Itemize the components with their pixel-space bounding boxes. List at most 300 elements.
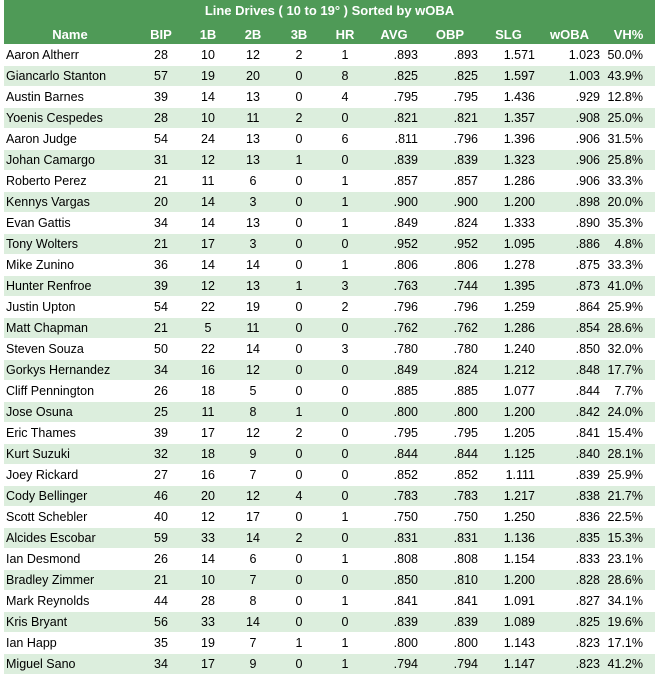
cell-woba: .833 — [537, 549, 602, 570]
cell-3b: 0 — [276, 360, 322, 381]
cell-avg: .795 — [368, 423, 420, 444]
cell-bip: 27 — [136, 465, 186, 486]
cell-slg: 1.357 — [480, 108, 537, 129]
cell-3b: 0 — [276, 234, 322, 255]
cell-2b: 12 — [230, 486, 276, 507]
cell-obp: .810 — [420, 570, 480, 591]
cell-obp: .841 — [420, 591, 480, 612]
cell-vh-pct: 25.9% — [602, 465, 655, 486]
cell-woba: .841 — [537, 423, 602, 444]
cell-name: Justin Upton — [4, 297, 136, 318]
cell-obp: .806 — [420, 255, 480, 276]
table-row — [4, 87, 655, 108]
cell-avg: .849 — [368, 213, 420, 234]
cell-slg: 1.200 — [480, 402, 537, 423]
table-row — [4, 213, 655, 234]
cell-hr: 1 — [322, 255, 368, 276]
cell-hr: 0 — [322, 381, 368, 402]
cell-bip: 56 — [136, 612, 186, 633]
table-row — [4, 549, 655, 570]
table-row — [4, 528, 655, 549]
cell-obp: .796 — [420, 297, 480, 318]
column-header-bip[interactable]: BIP — [136, 24, 186, 45]
cell-name: Evan Gattis — [4, 213, 136, 234]
cell-1b: 16 — [186, 360, 230, 381]
cell-1b: 18 — [186, 444, 230, 465]
cell-bip: 39 — [136, 423, 186, 444]
column-header-3b[interactable]: 3B — [276, 24, 322, 45]
cell-vh-pct: 33.3% — [602, 171, 655, 192]
table-row — [4, 465, 655, 486]
cell-1b: 14 — [186, 255, 230, 276]
cell-1b: 10 — [186, 45, 230, 66]
cell-bip: 21 — [136, 234, 186, 255]
cell-2b: 14 — [230, 339, 276, 360]
cell-vh-pct: 35.3% — [602, 213, 655, 234]
cell-3b: 0 — [276, 507, 322, 528]
cell-hr: 0 — [322, 402, 368, 423]
cell-slg: 1.286 — [480, 318, 537, 339]
cell-avg: .800 — [368, 633, 420, 654]
cell-bip: 28 — [136, 108, 186, 129]
cell-avg: .857 — [368, 171, 420, 192]
cell-slg: 1.333 — [480, 213, 537, 234]
cell-obp: .900 — [420, 192, 480, 213]
cell-vh-pct: 25.9% — [602, 297, 655, 318]
cell-obp: .780 — [420, 339, 480, 360]
cell-avg: .811 — [368, 129, 420, 150]
cell-2b: 9 — [230, 444, 276, 465]
column-header-vh-pct[interactable]: VH% — [602, 24, 655, 45]
cell-name: Aaron Judge — [4, 129, 136, 150]
cell-2b: 7 — [230, 633, 276, 654]
cell-bip: 36 — [136, 255, 186, 276]
cell-2b: 11 — [230, 318, 276, 339]
cell-slg: 1.205 — [480, 423, 537, 444]
cell-woba: .906 — [537, 150, 602, 171]
cell-3b: 0 — [276, 339, 322, 360]
cell-slg: 1.278 — [480, 255, 537, 276]
cell-bip: 54 — [136, 129, 186, 150]
cell-3b: 0 — [276, 87, 322, 108]
cell-woba: .908 — [537, 108, 602, 129]
cell-1b: 10 — [186, 570, 230, 591]
cell-slg: 1.240 — [480, 339, 537, 360]
cell-bip: 26 — [136, 549, 186, 570]
cell-3b: 0 — [276, 66, 322, 87]
cell-name: Giancarlo Stanton — [4, 66, 136, 87]
cell-obp: .893 — [420, 45, 480, 66]
cell-name: Kris Bryant — [4, 612, 136, 633]
cell-hr: 4 — [322, 87, 368, 108]
cell-slg: 1.597 — [480, 66, 537, 87]
cell-vh-pct: 33.3% — [602, 255, 655, 276]
cell-3b: 0 — [276, 549, 322, 570]
cell-2b: 3 — [230, 234, 276, 255]
cell-obp: .839 — [420, 612, 480, 633]
cell-name: Joey Rickard — [4, 465, 136, 486]
cell-2b: 6 — [230, 549, 276, 570]
cell-vh-pct: 25.0% — [602, 108, 655, 129]
cell-1b: 16 — [186, 465, 230, 486]
cell-vh-pct: 41.0% — [602, 276, 655, 297]
cell-name: Aaron Altherr — [4, 45, 136, 66]
cell-obp: .744 — [420, 276, 480, 297]
cell-avg: .800 — [368, 402, 420, 423]
cell-slg: 1.095 — [480, 234, 537, 255]
cell-1b: 11 — [186, 171, 230, 192]
cell-avg: .763 — [368, 276, 420, 297]
cell-slg: 1.259 — [480, 297, 537, 318]
table-row — [4, 360, 655, 381]
cell-woba: .844 — [537, 381, 602, 402]
cell-1b: 17 — [186, 234, 230, 255]
cell-woba: .898 — [537, 192, 602, 213]
cell-obp: .750 — [420, 507, 480, 528]
table-row — [4, 192, 655, 213]
cell-obp: .857 — [420, 171, 480, 192]
cell-obp: .952 — [420, 234, 480, 255]
cell-slg: 1.571 — [480, 45, 537, 66]
cell-slg: 1.217 — [480, 486, 537, 507]
cell-3b: 0 — [276, 255, 322, 276]
cell-hr: 0 — [322, 234, 368, 255]
cell-avg: .852 — [368, 465, 420, 486]
column-header-obp[interactable]: OBP — [420, 24, 480, 45]
cell-slg: 1.323 — [480, 150, 537, 171]
column-header-avg[interactable]: AVG — [368, 24, 420, 45]
cell-hr: 1 — [322, 654, 368, 675]
cell-1b: 22 — [186, 297, 230, 318]
cell-2b: 14 — [230, 612, 276, 633]
cell-slg: 1.212 — [480, 360, 537, 381]
cell-2b: 8 — [230, 402, 276, 423]
cell-1b: 11 — [186, 402, 230, 423]
cell-slg: 1.200 — [480, 570, 537, 591]
cell-bip: 20 — [136, 192, 186, 213]
cell-2b: 12 — [230, 45, 276, 66]
cell-name: Mike Zunino — [4, 255, 136, 276]
cell-hr: 1 — [322, 171, 368, 192]
cell-avg: .795 — [368, 87, 420, 108]
cell-2b: 6 — [230, 171, 276, 192]
cell-hr: 0 — [322, 423, 368, 444]
table-row — [4, 108, 655, 129]
table-row — [4, 612, 655, 633]
cell-slg: 1.250 — [480, 507, 537, 528]
cell-avg: .831 — [368, 528, 420, 549]
cell-slg: 1.111 — [480, 465, 537, 486]
cell-name: Tony Wolters — [4, 234, 136, 255]
cell-hr: 0 — [322, 570, 368, 591]
cell-vh-pct: 22.5% — [602, 507, 655, 528]
cell-1b: 33 — [186, 528, 230, 549]
cell-woba: .840 — [537, 444, 602, 465]
table-row — [4, 444, 655, 465]
table-row — [4, 591, 655, 612]
cell-obp: .844 — [420, 444, 480, 465]
cell-3b: 0 — [276, 612, 322, 633]
cell-3b: 0 — [276, 318, 322, 339]
cell-slg: 1.089 — [480, 612, 537, 633]
cell-1b: 33 — [186, 612, 230, 633]
cell-bip: 50 — [136, 339, 186, 360]
cell-vh-pct: 19.6% — [602, 612, 655, 633]
cell-woba: .906 — [537, 171, 602, 192]
cell-bip: 40 — [136, 507, 186, 528]
cell-3b: 2 — [276, 108, 322, 129]
cell-2b: 5 — [230, 381, 276, 402]
cell-hr: 0 — [322, 528, 368, 549]
cell-2b: 11 — [230, 108, 276, 129]
cell-avg: .900 — [368, 192, 420, 213]
cell-name: Alcides Escobar — [4, 528, 136, 549]
column-header-woba[interactable]: wOBA — [537, 24, 602, 45]
cell-woba: 1.003 — [537, 66, 602, 87]
stats-table — [4, 24, 655, 675]
cell-name: Hunter Renfroe — [4, 276, 136, 297]
cell-bip: 21 — [136, 171, 186, 192]
cell-hr: 1 — [322, 549, 368, 570]
cell-1b: 24 — [186, 129, 230, 150]
cell-bip: 46 — [136, 486, 186, 507]
cell-vh-pct: 12.8% — [602, 87, 655, 108]
cell-woba: .850 — [537, 339, 602, 360]
cell-hr: 6 — [322, 129, 368, 150]
cell-vh-pct: 21.7% — [602, 486, 655, 507]
cell-bip: 44 — [136, 591, 186, 612]
cell-2b: 20 — [230, 66, 276, 87]
cell-name: Kennys Vargas — [4, 192, 136, 213]
cell-avg: .821 — [368, 108, 420, 129]
table-row — [4, 486, 655, 507]
cell-3b: 0 — [276, 465, 322, 486]
cell-hr: 1 — [322, 633, 368, 654]
cell-vh-pct: 17.1% — [602, 633, 655, 654]
cell-1b: 17 — [186, 654, 230, 675]
cell-1b: 22 — [186, 339, 230, 360]
cell-vh-pct: 20.0% — [602, 192, 655, 213]
cell-3b: 2 — [276, 528, 322, 549]
cell-avg: .762 — [368, 318, 420, 339]
cell-woba: .838 — [537, 486, 602, 507]
cell-woba: .890 — [537, 213, 602, 234]
cell-vh-pct: 28.6% — [602, 570, 655, 591]
cell-vh-pct: 31.5% — [602, 129, 655, 150]
cell-2b: 13 — [230, 87, 276, 108]
table-row — [4, 129, 655, 150]
cell-3b: 0 — [276, 129, 322, 150]
table-row — [4, 276, 655, 297]
cell-vh-pct: 41.2% — [602, 654, 655, 675]
cell-3b: 1 — [276, 402, 322, 423]
column-header-2b[interactable]: 2B — [230, 24, 276, 45]
cell-hr: 0 — [322, 318, 368, 339]
cell-slg: 1.136 — [480, 528, 537, 549]
cell-woba: .825 — [537, 612, 602, 633]
column-header-name[interactable]: Name — [4, 24, 136, 45]
cell-1b: 20 — [186, 486, 230, 507]
cell-obp: .800 — [420, 402, 480, 423]
cell-woba: .835 — [537, 528, 602, 549]
cell-name: Bradley Zimmer — [4, 570, 136, 591]
cell-name: Kurt Suzuki — [4, 444, 136, 465]
table-row — [4, 423, 655, 444]
cell-vh-pct: 23.1% — [602, 549, 655, 570]
table-body — [4, 45, 655, 675]
table-row — [4, 171, 655, 192]
cell-woba: .828 — [537, 570, 602, 591]
cell-avg: .806 — [368, 255, 420, 276]
cell-bip: 34 — [136, 213, 186, 234]
cell-name: Scott Schebler — [4, 507, 136, 528]
column-header-1b[interactable]: 1B — [186, 24, 230, 45]
cell-vh-pct: 28.1% — [602, 444, 655, 465]
cell-3b: 0 — [276, 444, 322, 465]
cell-1b: 14 — [186, 87, 230, 108]
cell-3b: 0 — [276, 381, 322, 402]
cell-3b: 1 — [276, 633, 322, 654]
cell-bip: 34 — [136, 654, 186, 675]
table-row — [4, 66, 655, 87]
cell-obp: .762 — [420, 318, 480, 339]
cell-2b: 12 — [230, 423, 276, 444]
cell-avg: .841 — [368, 591, 420, 612]
cell-woba: .836 — [537, 507, 602, 528]
cell-name: Jose Osuna — [4, 402, 136, 423]
cell-avg: .794 — [368, 654, 420, 675]
cell-hr: 0 — [322, 444, 368, 465]
cell-name: Cliff Pennington — [4, 381, 136, 402]
cell-avg: .750 — [368, 507, 420, 528]
cell-vh-pct: 43.9% — [602, 66, 655, 87]
cell-slg: 1.147 — [480, 654, 537, 675]
cell-name: Ian Happ — [4, 633, 136, 654]
cell-hr: 3 — [322, 339, 368, 360]
cell-obp: .852 — [420, 465, 480, 486]
cell-avg: .825 — [368, 66, 420, 87]
cell-3b: 0 — [276, 297, 322, 318]
table-row — [4, 297, 655, 318]
table-row — [4, 45, 655, 66]
cell-bip: 59 — [136, 528, 186, 549]
cell-bip: 25 — [136, 402, 186, 423]
cell-avg: .893 — [368, 45, 420, 66]
cell-1b: 18 — [186, 381, 230, 402]
cell-obp: .796 — [420, 129, 480, 150]
cell-name: Cody Bellinger — [4, 486, 136, 507]
cell-hr: 0 — [322, 150, 368, 171]
cell-2b: 14 — [230, 528, 276, 549]
cell-bip: 31 — [136, 150, 186, 171]
cell-name: Eric Thames — [4, 423, 136, 444]
cell-3b: 0 — [276, 171, 322, 192]
table-row — [4, 654, 655, 675]
cell-1b: 14 — [186, 192, 230, 213]
cell-2b: 7 — [230, 465, 276, 486]
cell-hr: 1 — [322, 192, 368, 213]
cell-hr: 1 — [322, 45, 368, 66]
cell-slg: 1.200 — [480, 192, 537, 213]
cell-vh-pct: 15.4% — [602, 423, 655, 444]
cell-woba: .842 — [537, 402, 602, 423]
cell-bip: 39 — [136, 87, 186, 108]
cell-2b: 13 — [230, 129, 276, 150]
cell-woba: .827 — [537, 591, 602, 612]
cell-woba: .823 — [537, 633, 602, 654]
cell-vh-pct: 7.7% — [602, 381, 655, 402]
cell-1b: 14 — [186, 549, 230, 570]
cell-woba: .873 — [537, 276, 602, 297]
table-row — [4, 402, 655, 423]
cell-2b: 13 — [230, 213, 276, 234]
table-row — [4, 255, 655, 276]
table-row — [4, 381, 655, 402]
cell-bip: 32 — [136, 444, 186, 465]
column-header-hr[interactable]: HR — [322, 24, 368, 45]
cell-avg: .780 — [368, 339, 420, 360]
cell-slg: 1.396 — [480, 129, 537, 150]
cell-bip: 35 — [136, 633, 186, 654]
cell-bip: 57 — [136, 66, 186, 87]
cell-bip: 34 — [136, 360, 186, 381]
cell-1b: 19 — [186, 633, 230, 654]
table-row — [4, 150, 655, 171]
cell-slg: 1.077 — [480, 381, 537, 402]
cell-obp: .821 — [420, 108, 480, 129]
cell-2b: 7 — [230, 570, 276, 591]
cell-1b: 12 — [186, 276, 230, 297]
cell-2b: 13 — [230, 276, 276, 297]
cell-name: Miguel Sano — [4, 654, 136, 675]
table-row — [4, 507, 655, 528]
cell-hr: 0 — [322, 108, 368, 129]
cell-slg: 1.091 — [480, 591, 537, 612]
cell-3b: 4 — [276, 486, 322, 507]
cell-hr: 8 — [322, 66, 368, 87]
cell-name: Yoenis Cespedes — [4, 108, 136, 129]
cell-3b: 2 — [276, 45, 322, 66]
cell-avg: .849 — [368, 360, 420, 381]
cell-slg: 1.436 — [480, 87, 537, 108]
cell-obp: .795 — [420, 87, 480, 108]
cell-obp: .839 — [420, 150, 480, 171]
cell-vh-pct: 4.8% — [602, 234, 655, 255]
cell-name: Ian Desmond — [4, 549, 136, 570]
column-header-slg[interactable]: SLG — [480, 24, 537, 45]
cell-avg: .839 — [368, 612, 420, 633]
cell-name: Matt Chapman — [4, 318, 136, 339]
cell-bip: 21 — [136, 570, 186, 591]
cell-3b: 0 — [276, 654, 322, 675]
cell-woba: .854 — [537, 318, 602, 339]
cell-obp: .825 — [420, 66, 480, 87]
cell-obp: .824 — [420, 213, 480, 234]
cell-1b: 12 — [186, 150, 230, 171]
table-row — [4, 633, 655, 654]
cell-slg: 1.154 — [480, 549, 537, 570]
cell-woba: .906 — [537, 129, 602, 150]
cell-vh-pct: 28.6% — [602, 318, 655, 339]
cell-obp: .808 — [420, 549, 480, 570]
cell-1b: 14 — [186, 213, 230, 234]
cell-woba: .823 — [537, 654, 602, 675]
cell-name: Roberto Perez — [4, 171, 136, 192]
cell-2b: 14 — [230, 255, 276, 276]
cell-bip: 54 — [136, 297, 186, 318]
cell-2b: 8 — [230, 591, 276, 612]
cell-avg: .885 — [368, 381, 420, 402]
